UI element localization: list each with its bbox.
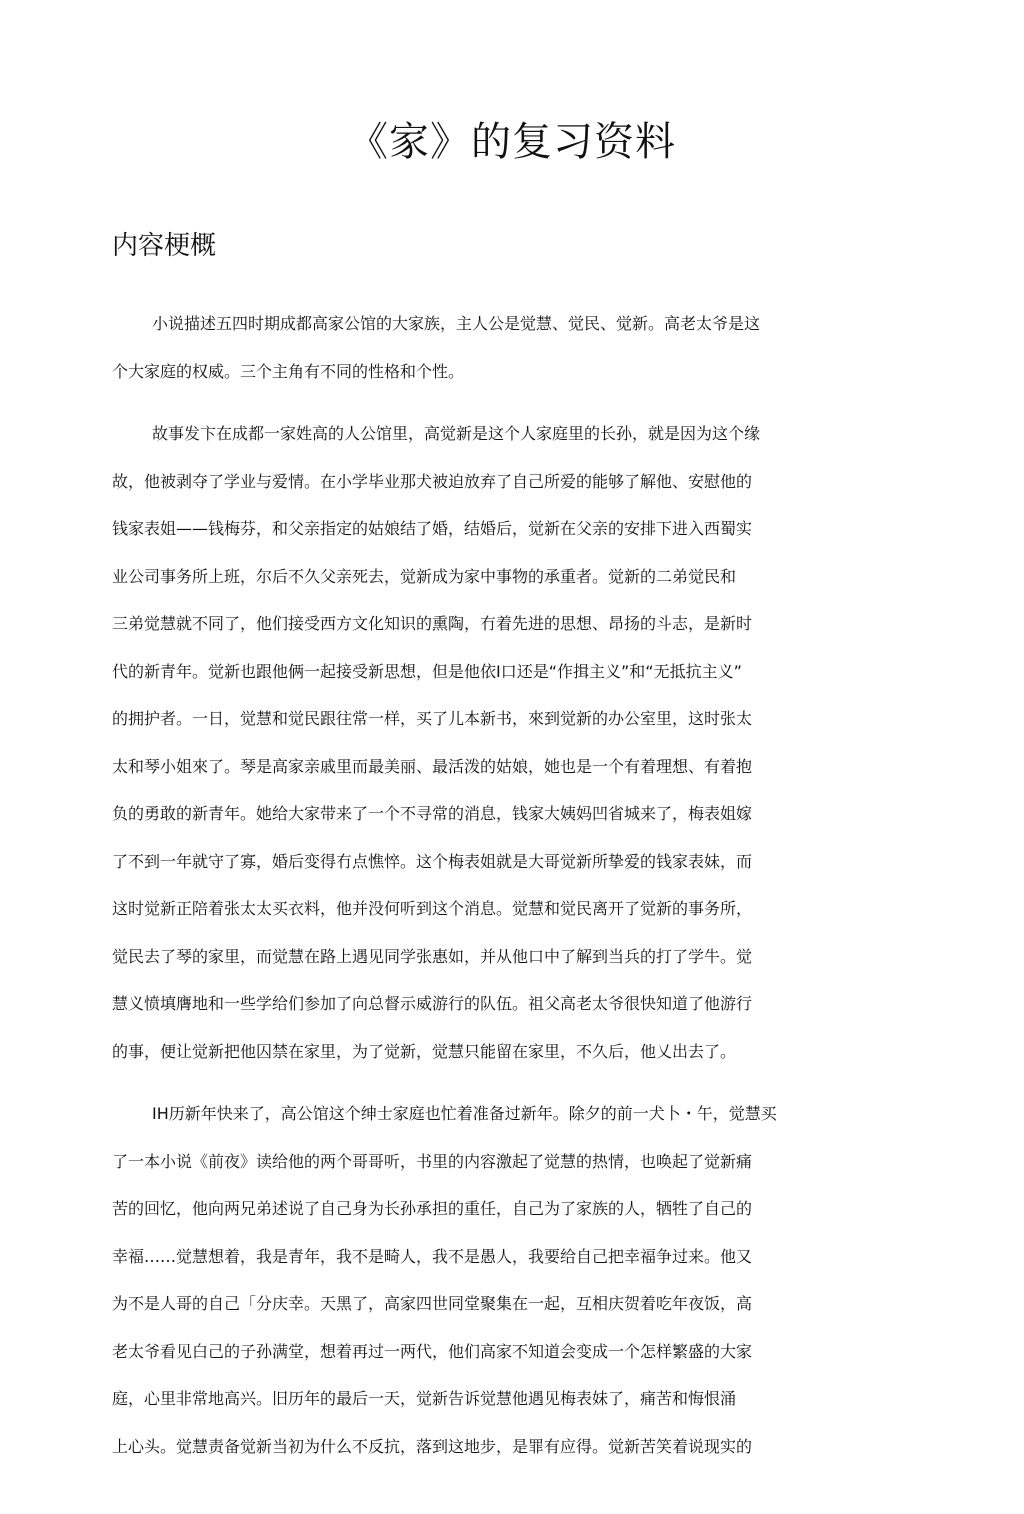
paragraph-line: 慧义愤填膺地和一些学给们参加了向总督示威游行的队伍。祖父高老太爷很快知道了他游行: [112, 994, 753, 1013]
paragraph-line: 三弟觉慧就不同了，他们接受西方文化知识的熏陶，冇着先进的思想、昂扬的斗志，是新时: [112, 614, 753, 633]
paragraph-line: 个大家庭的权威。三个主角有不同的性格和个性。: [112, 361, 465, 381]
paragraph-line: 故，他被剥夺了学业与爱情。在小学毕业那犬被迫放弃了自己所爱的能够了解他、安慰他的: [112, 471, 753, 491]
paragraph-line: IH历新年快来了，高公馆这个绅士家庭也忙着准备过新年。除夕的前一犬卜・午，觉慧买: [152, 1104, 777, 1123]
paragraph-line: 太和琴小姐來了。琴是高家亲戚里而最美丽、最活泼的姑娘，她也是一个有着理想、有着抱: [112, 756, 753, 776]
paragraph-line: 为不是人哥的自己「分庆幸。天黑了，高家四世同堂聚集在一起，互相庆贺着吃年夜饭，高: [112, 1294, 753, 1313]
paragraph-line: 上心头。觉慧责备觉新当初为什么不反抗，落到这地步，是罪有应得。觉新苦笑着说现实的: [112, 1436, 753, 1456]
paragraph-line: 了一本小说《前夜》读给他的两个哥哥听，书里的内容激起了觉慧的热情，也唤起了觉新痛: [112, 1151, 753, 1171]
paragraph-line: 幸福……觉慧想着，我是青年，我不是畸人，我不是愚人，我要给自己把幸福争过来。他又: [112, 1246, 753, 1266]
paragraph-line: 这时觉新正陪着张太太买衣料，他并没何听到这个消息。觉慧和觉民离开了觉新的事务所，: [112, 899, 753, 918]
paragraph-line: 苦的回忆，他向两兄弟述说了自己身为长孙承担的重任，自己为了家族的人，牺牲了自己的: [112, 1199, 753, 1218]
paragraph-line: 故事发卞在成都一家姓高的人公馆里，高觉新是这个人家庭里的长孙，就是因为这个缘: [152, 424, 761, 443]
paragraph-line: 钱家表姐——钱梅芬，和父亲指定的姑娘结了婚，结婚后，觉新在父亲的安排下进入西蜀实: [112, 519, 753, 538]
paragraph-line: 庭，心里非常地高兴。旧历年的最后一天，觉新告诉觉慧他遇见梅表妹了，痛苦和悔恨涌: [112, 1389, 737, 1408]
document-title: 《家》的复习资料: [348, 119, 676, 165]
paragraph-line: 代的新青年。觉新也跟他俩一起接受新思想，但是他依I口还是“作揖主义”和“无抵抗主义”: [112, 661, 742, 681]
paragraph-1: [112, 300, 872, 395]
paragraph-line: 业公司事务所上班，尔后不久父亲死去，觉新成为家中事物的承重者。觉新的二弟觉民和: [112, 566, 737, 586]
paragraph-line: 小说描述五四时期成都高家公馆的大家族，主人公是觉慧、觉民、觉新。高老太爷是这: [152, 314, 761, 333]
paragraph-line: 老太爷看见白己的子孙满堂，想着再过一两代，他们高家不知道会变成一个怎样繁盛的大家: [112, 1341, 753, 1361]
paragraph-line: 觉民去了琴的家里，而觉慧在路上遇见同学张惠如，并从他口中了解到当兵的打了学牛。觉: [112, 946, 753, 966]
document-body: [112, 300, 872, 1470]
paragraph-2: [112, 410, 872, 1075]
section-heading: 内容梗概: [112, 231, 217, 261]
paragraph-line: 了不到一年就守了寡，婚后变得冇点憔悴。这个梅表姐就是大哥觉新所挚爱的钱家表妹，而: [112, 851, 753, 871]
paragraph-line: 的拥护者。一日，觉慧和觉民跟往常一样，买了儿本新书，來到觉新的办公室里，这时张太: [112, 709, 753, 728]
paragraph-line: 负的勇敢的新青年。她给大家带来了一个不寻常的消息，钱家大姨妈凹省城来了，梅表姐嫁: [112, 804, 753, 823]
paragraph-line: 的事，便让觉新把他囚禁在家里，为了觉新，觉慧只能留在家里，不久后，他乂出去了。: [112, 1041, 737, 1061]
paragraph-3: [112, 1090, 872, 1470]
